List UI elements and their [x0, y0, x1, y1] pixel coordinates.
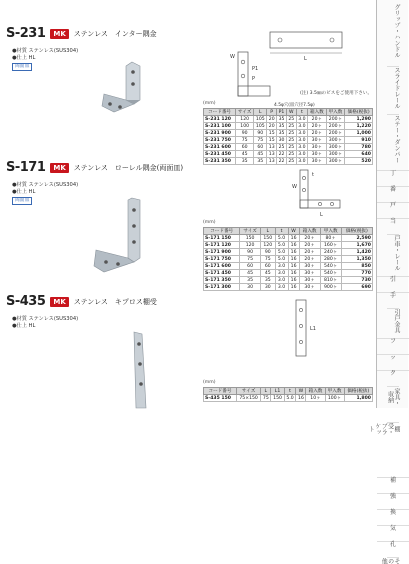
dim-label-t: t: [312, 172, 314, 178]
table-cell: 200ヶ: [326, 130, 345, 137]
table-cell: 75: [260, 256, 275, 263]
table-header-cell: 価格(税抜): [344, 388, 372, 395]
table-header-cell: t: [296, 109, 307, 116]
table-cell: S-231 100: [204, 123, 236, 130]
table-cell: 20ヶ: [308, 123, 327, 130]
s231-technical-drawing: [230, 24, 373, 110]
category-tab[interactable]: 戸車・レール: [387, 234, 399, 271]
table-cell: S-171 150: [204, 235, 240, 242]
table-cell: 105: [254, 123, 267, 130]
table-cell: 16: [288, 249, 299, 256]
table-row: [204, 263, 373, 270]
table-cell: 16: [288, 263, 299, 270]
dim-label-P1: P1: [252, 66, 259, 72]
table-cell: 910: [345, 137, 373, 144]
category-tab[interactable]: 手: [377, 292, 409, 304]
table-cell: S-171 300: [204, 284, 240, 291]
category-tab[interactable]: 孔: [377, 541, 409, 553]
table-cell: 45: [260, 270, 275, 277]
category-tab[interactable]: グリップ・ハンドル: [393, 4, 400, 58]
product-code: S-231: [6, 26, 46, 41]
table-row: [204, 284, 373, 291]
s435-product-image: [110, 330, 170, 408]
table-cell: 20ヶ: [308, 116, 327, 123]
table-cell: 30: [260, 284, 275, 291]
table-row: [204, 123, 373, 130]
table-cell: 900ヶ: [320, 284, 341, 291]
product-code: S-435: [6, 294, 46, 309]
table-header-cell: サイズ: [236, 109, 254, 116]
table-cell: 200ヶ: [326, 123, 345, 130]
table-row: [204, 235, 373, 242]
dim-label-W: W: [230, 54, 235, 60]
table-header-cell: L: [261, 388, 271, 395]
table-cell: 1,350: [341, 256, 372, 263]
table-row: [204, 137, 373, 144]
category-tab[interactable]: 戸: [377, 202, 409, 214]
table-cell: 3.0: [296, 116, 307, 123]
table-header-cell: 箱入数: [308, 109, 327, 116]
brand-logo: MK: [50, 297, 68, 307]
table-header-cell: コード番号: [204, 228, 240, 235]
spec-finish: ●仕上 HL: [12, 323, 36, 329]
table-cell: 3.0: [296, 130, 307, 137]
table-cell: 45: [236, 151, 254, 158]
table-cell: 3.0: [296, 144, 307, 151]
table-cell: 25: [288, 151, 295, 157]
table-header-cell: P1: [277, 109, 287, 116]
table-cell: 75: [261, 395, 271, 402]
dim-hole-label: 4.5φ穴(皿穴径7.5φ): [274, 103, 315, 108]
table-cell: 150: [260, 235, 275, 242]
table-cell: 1,800: [344, 395, 372, 402]
table-cell: S-231 120: [204, 116, 236, 123]
table-cell: 90: [254, 130, 267, 137]
table-header-cell: t: [275, 228, 288, 235]
table-cell: 520: [345, 158, 373, 165]
category-tab[interactable]: その他: [380, 557, 400, 564]
table-header-cell: L1: [271, 388, 284, 395]
table-cell: 1,290: [345, 116, 373, 123]
table-cell: 240ヶ: [320, 249, 341, 256]
table-cell: 30ヶ: [308, 137, 327, 144]
category-tab[interactable]: 丁: [377, 170, 409, 182]
s171-specs: [12, 182, 78, 205]
table-cell: 30ヶ: [308, 144, 327, 151]
table-cell: 540ヶ: [320, 263, 341, 270]
table-cell: 25: [288, 123, 295, 129]
table-header-cell: W: [288, 228, 299, 235]
s171-product-image: [92, 196, 156, 276]
table-cell: 100ヶ: [325, 395, 344, 402]
brand-logo: MK: [50, 163, 68, 173]
table-cell: 16: [288, 270, 299, 277]
table-cell: 60: [240, 263, 261, 270]
table-row: [204, 249, 373, 256]
table-cell: 20ヶ: [299, 256, 320, 263]
s231-note: (注) 3.5㎜のビスをご使用下さい。: [300, 91, 373, 96]
table-row: [204, 116, 373, 123]
table-cell: 25: [288, 130, 295, 136]
table-cell: 30: [278, 137, 285, 143]
table-cell: 540ヶ: [320, 270, 341, 277]
table-cell: 60: [260, 263, 275, 270]
table-header-cell: L: [254, 109, 267, 116]
table-cell: 30ヶ: [299, 284, 320, 291]
table-cell: 1,220: [345, 123, 373, 130]
category-tab[interactable]: 気: [377, 525, 409, 537]
table-cell: 25: [288, 116, 295, 122]
table-cell: 16: [288, 256, 299, 263]
table-cell: 30: [240, 284, 261, 291]
table-header-cell: P: [267, 109, 277, 116]
s171-spec-table: [203, 227, 373, 291]
table-cell: 75: [236, 137, 254, 144]
table-cell: 5.0: [284, 395, 296, 402]
unit-label: (mm): [203, 380, 216, 385]
unit-label: (mm): [203, 220, 216, 225]
table-cell: 16: [288, 277, 299, 284]
table-cell: 5.0: [275, 249, 288, 256]
table-cell: 300ヶ: [326, 137, 345, 144]
table-cell: 3.0: [275, 263, 288, 270]
table-cell: S-231 450: [204, 151, 236, 158]
table-cell: 13: [268, 158, 275, 164]
table-header-cell: サイズ: [240, 228, 261, 235]
table-cell: 690: [341, 284, 372, 291]
category-tab[interactable]: 家具・収納: [387, 386, 399, 408]
category-tab[interactable]: 番: [377, 186, 409, 198]
table-cell: 280ヶ: [320, 256, 341, 263]
double-countersink-badge: 両面皿: [12, 197, 32, 205]
category-tab[interactable]: ク: [377, 370, 409, 382]
table-cell: 35: [278, 123, 285, 129]
category-tab[interactable]: スライドレール: [387, 66, 399, 109]
table-header-cell: 甲入数: [320, 228, 341, 235]
table-cell: 30ヶ: [308, 151, 327, 158]
table-cell: 120: [260, 242, 275, 249]
table-header-cell: サイズ: [236, 388, 260, 395]
table-cell: 30ヶ: [299, 270, 320, 277]
spec-material: ●材質 ステンレス(SUS304): [12, 48, 79, 54]
table-header-cell: コード番号: [204, 388, 237, 395]
table-cell: 105: [254, 116, 267, 123]
category-tab[interactable]: 当: [377, 218, 409, 230]
table-cell: 100: [236, 123, 254, 130]
table-cell: 300ヶ: [326, 151, 345, 158]
table-cell: 35: [278, 116, 285, 122]
table-cell: 22: [278, 151, 285, 157]
table-cell: 30ヶ: [308, 158, 327, 165]
table-cell: 35: [254, 158, 267, 165]
table-row: [204, 158, 373, 165]
table-row: [204, 130, 373, 137]
table-row: [204, 242, 373, 249]
table-cell: 35: [278, 130, 285, 136]
product-title: ステンレス インター隅金: [73, 29, 157, 38]
table-cell: 90: [236, 130, 254, 137]
table-cell: 25: [288, 144, 295, 150]
table-cell: 20ヶ: [299, 235, 320, 242]
table-cell: 5.0: [275, 235, 288, 242]
table-cell: 15: [268, 137, 275, 143]
table-cell: 30ヶ: [299, 277, 320, 284]
category-tab[interactable]: 棚受・ブラケット: [367, 422, 400, 435]
table-cell: 200ヶ: [326, 116, 345, 123]
table-cell: 16: [288, 284, 299, 291]
dim-label-L1: L1: [310, 326, 316, 332]
table-cell: 1,420: [341, 249, 372, 256]
table-row: [204, 151, 373, 158]
s435-technical-drawing: [284, 296, 324, 360]
table-cell: 120: [236, 116, 254, 123]
category-tab[interactable]: 換: [377, 509, 409, 521]
spec-finish: ●仕上 HL: [12, 55, 36, 61]
table-cell: S-171 600: [204, 263, 240, 270]
dim-label-L: L: [320, 212, 323, 218]
table-cell: 90: [260, 249, 275, 256]
s435-spec-table: [203, 387, 373, 402]
table-cell: 20: [268, 123, 275, 129]
category-tab[interactable]: 引: [377, 276, 409, 288]
table-header-cell: L: [260, 228, 275, 235]
table-cell: 25: [288, 137, 295, 143]
s231-specs: [12, 48, 78, 71]
table-cell: 15: [268, 130, 275, 136]
table-cell: 20: [268, 116, 275, 122]
product-title: ステンレス ローレル隅金(両面皿): [73, 163, 184, 172]
s231-product-image: [100, 60, 160, 120]
table-cell: S-231 900: [204, 130, 236, 137]
table-cell: 120: [240, 242, 261, 249]
table-cell: 730: [341, 277, 372, 284]
double-countersink-badge: 両面皿: [12, 63, 32, 71]
table-cell: 35: [260, 277, 275, 284]
table-header-cell: 箱入数: [299, 228, 320, 235]
dim-label-W: W: [292, 184, 297, 190]
table-row: [204, 395, 373, 402]
table-cell: 3.0: [275, 270, 288, 277]
s171-technical-drawing: [270, 166, 350, 218]
table-cell: 3.0: [275, 284, 288, 291]
table-cell: 25: [278, 144, 285, 150]
s435-header: [6, 294, 157, 309]
table-cell: 1,000: [345, 130, 373, 137]
table-cell: S-231 350: [204, 158, 236, 165]
table-cell: 60: [236, 144, 254, 151]
table-cell: 150: [240, 235, 261, 242]
table-cell: S-231 600: [204, 144, 236, 151]
table-cell: 3.0: [296, 137, 307, 144]
table-cell: S-171 450: [204, 270, 240, 277]
table-cell: S-171 750: [204, 256, 240, 263]
table-cell: 90: [240, 249, 261, 256]
table-cell: S-171 120: [204, 242, 240, 249]
table-cell: 770: [341, 270, 372, 277]
table-cell: 20ヶ: [299, 242, 320, 249]
table-cell: 3.0: [275, 277, 288, 284]
dim-label-L: L: [304, 56, 307, 62]
category-tab[interactable]: 引戸金具: [387, 308, 399, 333]
table-cell: 780: [345, 144, 373, 151]
table-header-cell: コード番号: [204, 109, 236, 116]
table-cell: 80ヶ: [320, 235, 341, 242]
table-header-cell: t: [284, 388, 296, 395]
table-cell: 75×150: [236, 395, 260, 402]
table-cell: 150: [271, 395, 284, 402]
table-cell: 640: [345, 151, 373, 158]
brand-logo: MK: [50, 29, 68, 39]
category-tab[interactable]: ステー・ダンパー: [387, 114, 399, 163]
table-row: [204, 277, 373, 284]
table-cell: 300ヶ: [326, 144, 345, 151]
table-header-cell: W: [296, 388, 306, 395]
table-cell: S-435 150: [204, 395, 237, 402]
s435-specs: [12, 316, 78, 330]
s231-spec-table: [203, 108, 373, 165]
table-cell: 850: [341, 263, 372, 270]
s171-header: [6, 160, 183, 175]
table-cell: 16: [288, 242, 299, 249]
product-code: S-171: [6, 160, 46, 175]
table-cell: 25: [288, 158, 295, 164]
table-header-cell: 価格(税抜): [345, 109, 373, 116]
table-header-cell: W: [286, 109, 296, 116]
table-cell: 13: [268, 144, 275, 150]
category-tab[interactable]: ッ: [377, 354, 409, 366]
spec-material: ●材質 ステンレス(SUS304): [12, 316, 79, 322]
table-cell: 160ヶ: [320, 242, 341, 249]
category-tab[interactable]: 強: [377, 493, 409, 505]
table-cell: 20ヶ: [308, 130, 327, 137]
spec-finish: ●仕上 HL: [12, 189, 36, 195]
table-cell: S-171 350: [204, 277, 240, 284]
table-row: [204, 270, 373, 277]
table-row: [204, 256, 373, 263]
table-cell: 300ヶ: [326, 158, 345, 165]
category-tab[interactable]: 補: [377, 477, 409, 489]
spec-material: ●材質 ステンレス(SUS304): [12, 182, 79, 188]
table-header-cell: 甲入数: [326, 109, 345, 116]
table-cell: 22: [278, 158, 285, 164]
table-cell: 20ヶ: [299, 249, 320, 256]
table-header-cell: 甲入数: [325, 388, 344, 395]
table-cell: 810ヶ: [320, 277, 341, 284]
s231-header: [6, 26, 157, 41]
unit-label: (mm): [203, 101, 216, 106]
table-cell: 3.0: [296, 158, 307, 165]
table-cell: 10ヶ: [306, 395, 325, 402]
table-cell: S-231 750: [204, 137, 236, 144]
table-row: [204, 144, 373, 151]
table-cell: 3.0: [296, 151, 307, 158]
table-cell: 60: [254, 144, 267, 151]
category-index-bar: [367, 0, 408, 564]
table-cell: 35: [236, 158, 254, 165]
table-cell: 3.0: [296, 123, 307, 130]
table-cell: 16: [296, 395, 306, 402]
table-cell: 75: [254, 137, 267, 144]
table-cell: 30ヶ: [299, 263, 320, 270]
table-cell: 35: [240, 277, 261, 284]
table-cell: S-171 900: [204, 249, 240, 256]
table-cell: 13: [268, 151, 275, 157]
table-header-cell: 価格(税抜): [341, 228, 372, 235]
table-cell: 5.0: [275, 242, 288, 249]
table-cell: 16: [288, 235, 299, 242]
table-cell: 45: [254, 151, 267, 158]
category-tab[interactable]: フ: [377, 338, 409, 350]
table-header-cell: 箱入数: [306, 388, 325, 395]
table-cell: 5.0: [275, 256, 288, 263]
dim-label-P: P: [252, 76, 256, 82]
table-cell: 2,590: [341, 235, 372, 242]
product-title: ステンレス キプロス棚受: [73, 297, 157, 306]
table-cell: 45: [240, 270, 261, 277]
table-cell: 75: [240, 256, 261, 263]
table-cell: 1,670: [341, 242, 372, 249]
